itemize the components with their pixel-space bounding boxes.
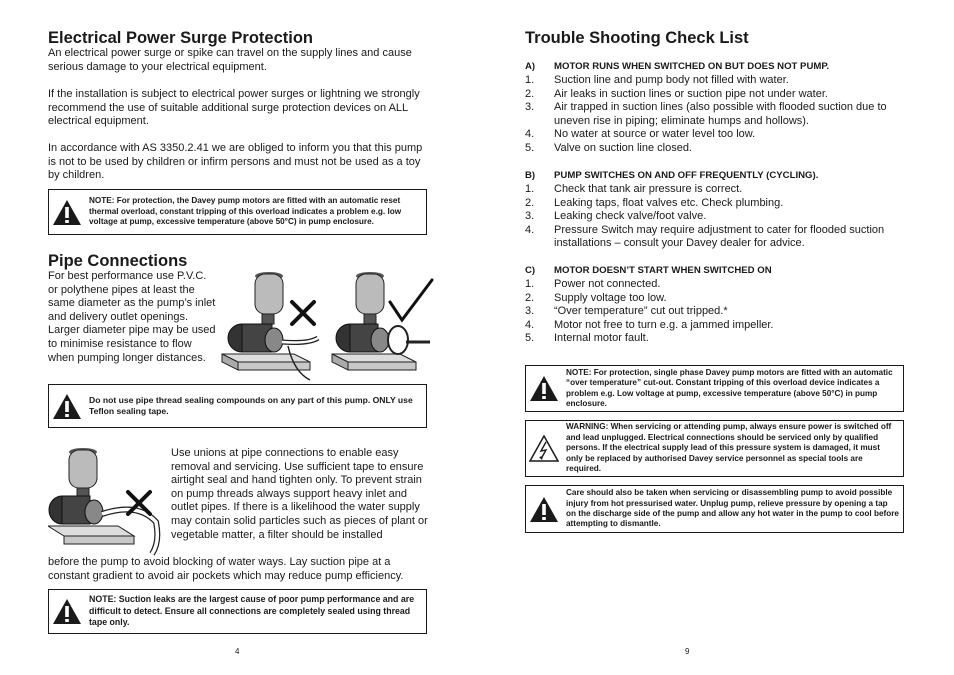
note-text: Do not use pipe thread sealing compounds on any part of this pump. ONLY use Teflon sealing tape. [89, 394, 413, 416]
page-number: 4 [235, 647, 240, 656]
warning-triangle-icon [526, 375, 562, 402]
warning-triangle-icon [49, 598, 85, 625]
pipe-connections-title: Pipe Connections [48, 252, 188, 270]
note-text: NOTE: Suction leaks are the largest cause of poor pump performance and are difficult to detect. Ensure all connections are completely sealed using thread tape only. [89, 594, 415, 628]
section-letter: B) [525, 170, 536, 181]
suction-leak-note [48, 589, 427, 634]
section-c-heading [525, 265, 772, 276]
section-title: PUMP SWITCHES ON AND OFF FREQUENTLY (CYCLING). [554, 170, 819, 181]
pump-illustration-correct [330, 262, 440, 382]
note-text: Care should also be taken when servicing or disassembling pump to avoid possible injury from hot pressurised water. Unplug pump, relieve pressure by opening a tap on the discharge side of the pump and allow any hot water in the pump to cool before attempting to dismantle. [566, 488, 899, 529]
pipe-para-2: Use unions at pipe connections to enable easy removal and servicing. Use sufficient tape to ensure airtight seal and hand tighten only. To prevent strain on pump threads always support heavy inlet and outlet pipes. If there is a likelihood the water supply may contain solid particles such as pieces of plant or vegetable matter, a filter should be installed [171, 447, 428, 541]
warning-triangle-icon [526, 496, 562, 523]
over-temperature-note [525, 365, 904, 412]
list-item: 2. Supply voltage too low. [525, 291, 667, 304]
pump-illustration-suction [48, 442, 168, 560]
thermal-overload-note [48, 189, 427, 235]
pipe-para-3: before the pump to avoid blocking of water ways. Lay suction pipe at a constant gradient to avoid air pockets which may reduce pump efficiency. [48, 556, 404, 582]
left-page [48, 0, 429, 675]
list-item: 5. Valve on suction line closed. [525, 141, 692, 154]
trouble-shooting-title: Trouble Shooting Check List [525, 29, 749, 47]
surge-para-3: In accordance with AS 3350.2.41 we are obliged to inform you that this pump is not to be used by children or infirm persons and must not be used as a toy by children. [48, 142, 423, 182]
electrical-warning-note [525, 420, 904, 477]
warning-triangle-icon [49, 393, 85, 420]
list-item: 2. Leaking taps, float valves etc. Check plumbing. [525, 196, 784, 209]
section-b-heading [525, 170, 818, 181]
section-a-list [525, 74, 906, 156]
electric-hazard-icon [526, 435, 562, 462]
list-item: 1. Suction line and pump body not filled with water. [525, 74, 789, 86]
list-item: 1. Check that tank air pressure is correct. [525, 183, 743, 195]
pump-illustration-wrong [214, 262, 324, 382]
section-b-list [525, 183, 906, 251]
warning-triangle-icon [49, 199, 85, 226]
list-item: 4. Pressure Switch may require adjustment to cater for flooded suction installations – consult your Davey dealer for advice. [525, 223, 885, 250]
hot-water-note [525, 485, 904, 533]
pipe-para-1: For best performance use P.V.C. or polythene pipes at least the same diameter as the pump’s inlet and delivery outlet openings. Larger diameter pipe may be used to minimise resistance to flow when pumping longer distances. [48, 270, 216, 364]
section-c-list [525, 278, 906, 346]
section-title: MOTOR RUNS WHEN SWITCHED ON BUT DOES NOT PUMP. [554, 61, 830, 72]
list-item: 4. Motor not free to turn e.g. a jammed impeller. [525, 318, 774, 331]
section-letter: A) [525, 61, 536, 72]
list-item: 1. Power not connected. [525, 278, 661, 290]
list-item: 2. Air leaks in suction lines or suction pipe not under water. [525, 87, 828, 100]
section-title: MOTOR DOESN’T START WHEN SWITCHED ON [554, 265, 772, 276]
surge-para-1: An electrical power surge or spike can travel on the supply lines and cause serious damage to your electrical equipment. [48, 47, 412, 73]
page-number: 9 [685, 647, 690, 656]
note-text: NOTE: For protection, the Davey pump motors are fitted with an automatic reset thermal overload, constant tripping of this overload indicates a problem e.g. low voltage at pump, excessive temperature (above 50°C) in pump enclosure. [89, 196, 402, 227]
list-item: 3. Air trapped in suction lines (also possible with flooded suction due to uneven rise in piping; eliminate humps and hollows). [525, 101, 887, 127]
list-item: 3. Leaking check valve/foot valve. [525, 210, 707, 223]
surge-protection-title: Electrical Power Surge Protection [48, 29, 313, 47]
list-item: 3. “Over temperature” cut out tripped.* [525, 305, 728, 318]
right-page [525, 0, 906, 675]
surge-para-2: If the installation is subject to electrical power surges or lightning we strongly recommend the use of suitable additional surge protection devices on ALL electrical equipment. [48, 88, 420, 128]
section-letter: C) [525, 265, 536, 276]
section-a-heading [525, 61, 829, 72]
list-item: 4. No water at source or water level too low. [525, 128, 756, 141]
list-item: 5. Internal motor fault. [525, 332, 649, 345]
thread-compound-note [48, 384, 427, 428]
note-text: WARNING: When servicing or attending pump, always ensure power is switched off and lead unplugged. Electrical connections should be serviced only by qualified persons. If the electrical supply lead of this pressure system is damaged, it must only be replaced by authorised Davey service personnel as special tools are required. [566, 422, 892, 474]
note-text: NOTE: For protection, single phase Davey pump motors are fitted with an automatic “over temperature” cut-out. Constant tripping of this overload device indicates a problem e.g. Low voltage at pump, excessive temperature (above 50°C) in pump enclosure. [566, 367, 893, 408]
